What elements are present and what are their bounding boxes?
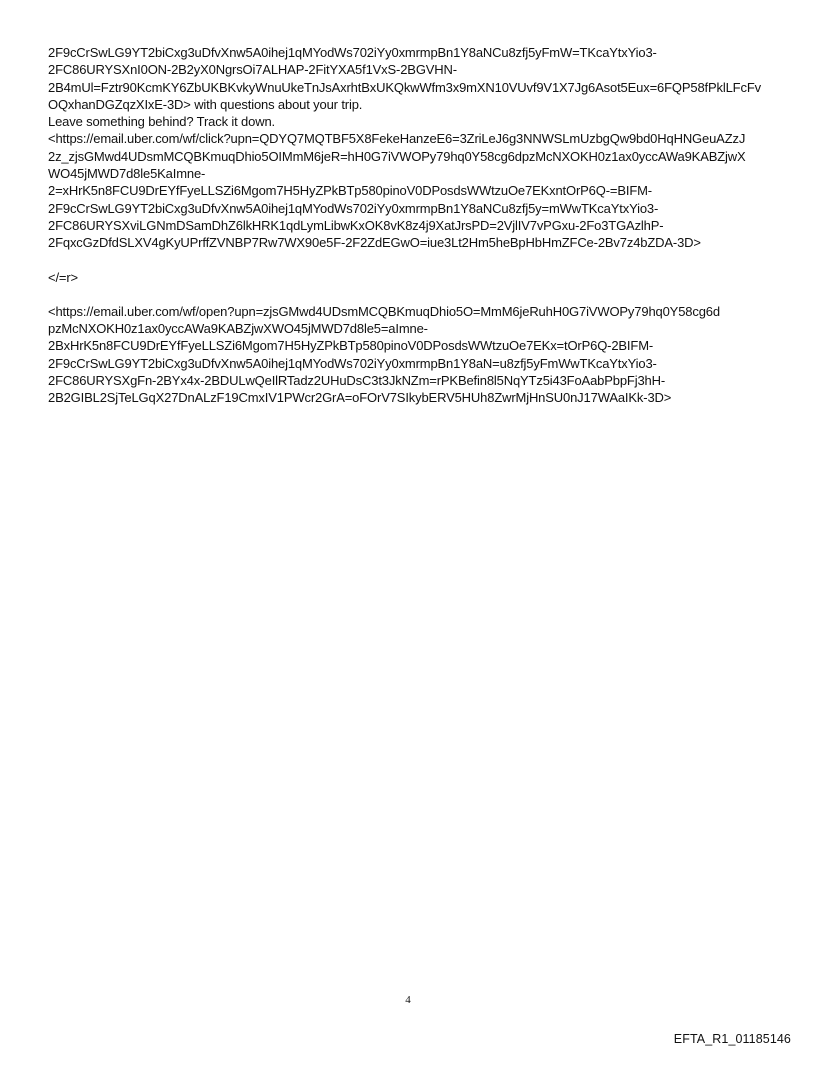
text-line: 2BxHrK5n8FCU9DrEYfFyeLLSZi6Mgom7H5HyZPkBTp580pinoV0DPosdsWWtzuOe7EKx=tOrP6Q-2BIFM-: [48, 338, 654, 354]
text-block-3: [48, 303, 788, 407]
text-line: <https://email.uber.com/wf/open?upn=zjsGMwd4UDsmMCQBKmuqDhio5O=MmM6jeRuhH0G7iVWOPy79hq0Y58cg6d: [48, 303, 720, 319]
text-block-1: [48, 44, 788, 252]
text-line: Leave something behind? Track it down.: [48, 114, 275, 130]
text-line: 2z_zjsGMwd4UDsmMCQBKmuqDhio5OIMmM6jeR=hH0G7iVWOPy79hq0Y58cg6dpzMcNXOKH0z1ax0yccAWa9KABZjwX: [48, 148, 746, 164]
text-line: 2FqxcGzDfdSLXV4gKyUPrffZVNBP7Rw7WX90e5F-2F2ZdEGwO=iue3Lt2Hm5heBpHbHmZFCe-2Bv7z4bZDA-3D>: [48, 235, 701, 251]
text-line: <https://email.uber.com/wf/click?upn=QDYQ7MQTBF5X8FekeHanzeE6=3ZriLeJ6g3NNWSLmUzbgQw9bd0HqHNGeuAZzJ: [48, 131, 746, 147]
text-line: WO45jMWD7d8le5KaImne-: [48, 166, 206, 182]
text-line: 2FC86URYSXgFn-2BYx4x-2BDULwQeIlRTadz2UHuDsC3t3JkNZm=rPKBefin8l5NqYTz5i43FoAabPbpFj3hH-: [48, 373, 666, 389]
document-body: [48, 44, 788, 407]
text-block-2: [48, 269, 788, 286]
text-line: </=r>: [48, 269, 78, 285]
text-line: 2F9cCrSwLG9YT2biCxg3uDfvXnw5A0ihej1qMYodWs702iYy0xmrmpBn1Y8aNCu8zfj5yFmW=TKcaYtxYio3-: [48, 45, 657, 60]
document-id-footer: EFTA_R1_01185146: [673, 1032, 791, 1046]
text-line: 2FC86URYSXviLGNmDSamDhZ6lkHRK1qdLymLibwKxOK8vK8z4j9XatJrsPD=2VjlIV7vPGxu-2Fo3TGAzlhP-: [48, 217, 664, 233]
text-line: OQxhanDGZqzXIxE-3D> with questions about your trip.: [48, 96, 363, 112]
text-line: 2B4mUl=Fztr90KcmKY6ZbUKBKvkyWnuUkeTnJsAxrhtBxUKQkwWfm3x9mXN10VUvf9V1X7Jg6Asot5Eux=6FQP58fPklLFcFv: [48, 79, 761, 95]
paragraph-gap: [48, 286, 788, 303]
page-number: 4: [405, 994, 411, 1006]
text-line: 2FC86URYSXnI0ON-2B2yX0NgrsOi7ALHAP-2FitYXA5f1VxS-2BGVHN-: [48, 62, 457, 78]
text-line: 2F9cCrSwLG9YT2biCxg3uDfvXnw5A0ihej1qMYodWs702iYy0xmrmpBn1Y8aN=u8zfj5yFmWwTKcaYtxYio3-: [48, 355, 657, 371]
text-line: pzMcNXOKH0z1ax0yccAWa9KABZjwXWO45jMWD7d8le5=aImne-: [48, 321, 428, 337]
text-line: 2=xHrK5n8FCU9DrEYfFyeLLSZi6Mgom7H5HyZPkBTp580pinoV0DPosdsWWtzuOe7EKxntOrP6Q-=BIFM-: [48, 183, 652, 199]
paragraph-gap: [48, 252, 788, 269]
text-line: 2F9cCrSwLG9YT2biCxg3uDfvXnw5A0ihej1qMYodWs702iYy0xmrmpBn1Y8aNCu8zfj5y=mWwTKcaYtxYio3-: [48, 200, 659, 216]
text-line: 2B2GIBL2SjTeLGqX27DnALzF19CmxIV1PWcr2GrA=oFOrV7SIkybERV5HUh8ZwrMjHnSU0nJ17WAaIKk-3D>: [48, 390, 672, 406]
